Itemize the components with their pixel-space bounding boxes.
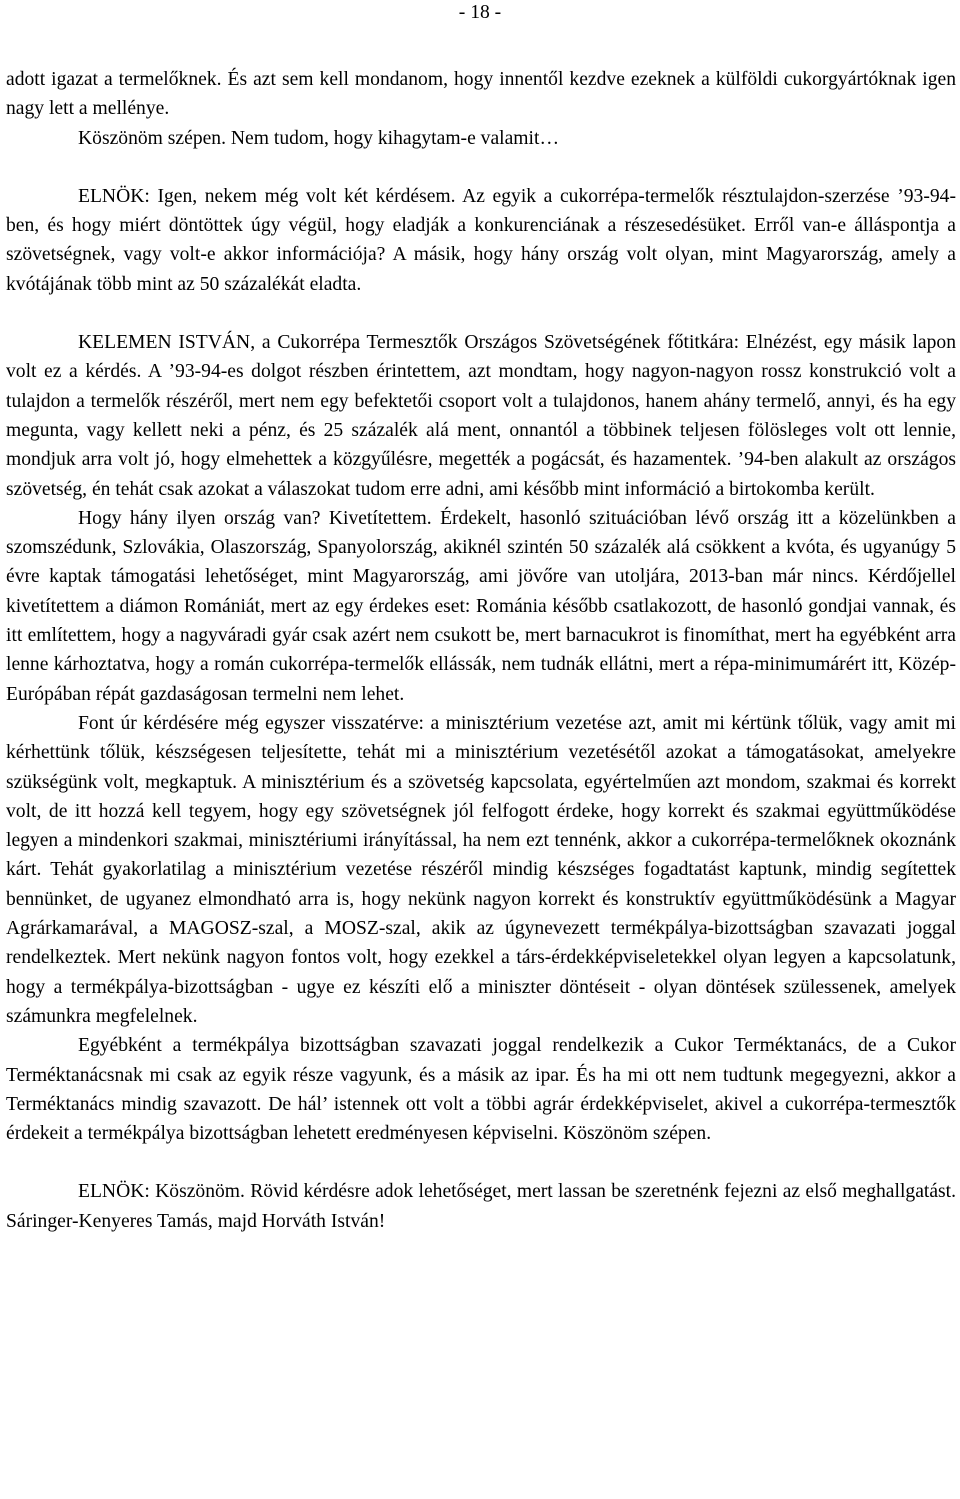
paragraph: ELNÖK: Köszönöm. Rövid kérdésre adok lehetőséget, mert lassan be szeretnénk fejezni az első meghallgatást. Sáringer-Kenyeres Tamás, majd Horváth István! [6,1181,956,1232]
document-body [6,65,956,1236]
page-number: - 18 - [458,2,502,23]
paragraph: Font úr kérdésére még egyszer visszatérve: a minisztérium vezetése azt, amit mi kértünk tőlük, vagy amit mi kérhettünk tőlük, készségesen teljesítette, tehát mi a minisztérium vezetésétől azokat a támogatásokat, amelyekre szükségünk volt, megkaptuk. A minisztérium és a szövetség kapcsolata, egyértelműen azt mondom, szakmai és korrekt volt, de itt hozzá kell tegyem, hogy egy szövetségnek jól felfogott érdeke, hogy korrekt és szakmai együttműködése legyen a mindenkori szakmai, minisztériumi irányítással, ha nem ezt tennénk, akkor a cukorrépa-termelőknek okoznánk kárt. Tehát gyakorlatilag a minisztérium vezetése részéről mindig készséges fogadtatást kaptunk, mindig segítettek bennünket, de ugyanez elmondható arra is, hogy nekünk nagyon korrekt és konstruktív együttműködésünk a Magyar Agrárkamarával, a MAGOSZ-szal, a MOSZ-szal, akik az úgynevezett termékpálya-bizottságban szavazati joggal rendelkeztek. Mert nekünk nagyon fontos volt, hogy ezekkel a társ-érdekképviseletekkel olyan legyen a kapcsolatunk, hogy a termékpálya-bizottságban - ugye ez készíti elő a miniszter döntéseit - olyan döntések szülessenek, amelyek számunkra megfelelnek. [6,712,956,1027]
paragraph: adott igazat a termelőknek. És azt sem kell mondanom, hogy innentől kezdve ezeknek a külföldi cukorgyártóknak igen nagy lett a mellénye. [6,69,956,120]
paragraph: KELEMEN ISTVÁN, a Cukorrépa Termesztők Országos Szövetségének főtitkára: Elnézést, egy másik lapon volt ez a kérdés. A ’93-94-es dolgot részben érintettem, azt mondtam, hogy nagyon-nagyon rossz konstrukció volt a tulajdon a termelők részéről, mert nem egy befektetői csoport volt a tulajdonos, hanem ahány termelő, annyi, és ha egy megunta, vagy kellett neki a pénz, és 25 százalék alá ment, onnantól a többinek teljesen fölösleges volt ott lennie, mondjuk arra volt jó, hogy elmehettek a közgyűlésre, megették a pogácsát, és hazamentek. ’94-ben alakult az országos szövetség, én tehát csak azokat a válaszokat tudom erre adni, ami később mint információ a birtokomba került. [6,332,956,500]
paragraph: Hogy hány ilyen ország van? Kivetítettem. Érdekelt, hasonló szituációban lévő ország itt a közelünkben a szomszédunk, Szlovákia, Olaszország, Spanyolország, akiknél szintén 50 százalék alá csökkent a kvóta, és ugyanúgy 5 évre kaptak támogatási lehetőséget, mint Magyarország, ami jövőre van utoljára, 2013-ban már nincs. Kérdőjellel kivetítettem a diámon Romániát, mert az egy érdekes eset: Románia később csatlakozott, de hasonló gondjai vannak, és itt említettem, hogy a nagyváradi gyár csak azért nem csukott be, mert barnacukrot is finomíthat, mert ha egyébként arra lenne kárhoztatva, hogy a román cukorrépa-termelők ellássák, nem tudnák ellátni, mert a répa-minimumárért itt, Közép-Európában répát gazdaságosan termelni nem lehet. [6,507,956,705]
paragraph: Egyébként a termékpálya bizottságban szavazati joggal rendelkezik a Cukor Terméktanács, de a Cukor Terméktanácsnak mi csak az egyik része vagyunk, és a másik az ipar. És ha mi ott nem tudtunk megegyezni, akkor a Terméktanács mindig szavazott. De hál’ istennek ott volt a többi agrár érdekképviselet, akivel a cukorrépa-termesztők érdekeit a termékpálya bizottságban lehetett eredményesen képviselni. Köszönöm szépen. [6,1035,956,1145]
paragraph: Köszönöm szépen. Nem tudom, hogy kihagytam-e valamit… [78,127,560,149]
paragraph: ELNÖK: Igen, nekem még volt két kérdésem. Az egyik a cukorrépa-termelők résztulajdon-szerzése ’93-94-ben, és hogy miért döntöttek úgy végül, hogy eladják a konkurenciának a részesedésüket. Erről van-e álláspontja a szövetségnek, vagy volt-e akkor információja? A másik, hogy hány ország volt olyan, mint Magyarország, amely a kvótájának több mint az 50 százalékát eladta. [6,185,956,295]
